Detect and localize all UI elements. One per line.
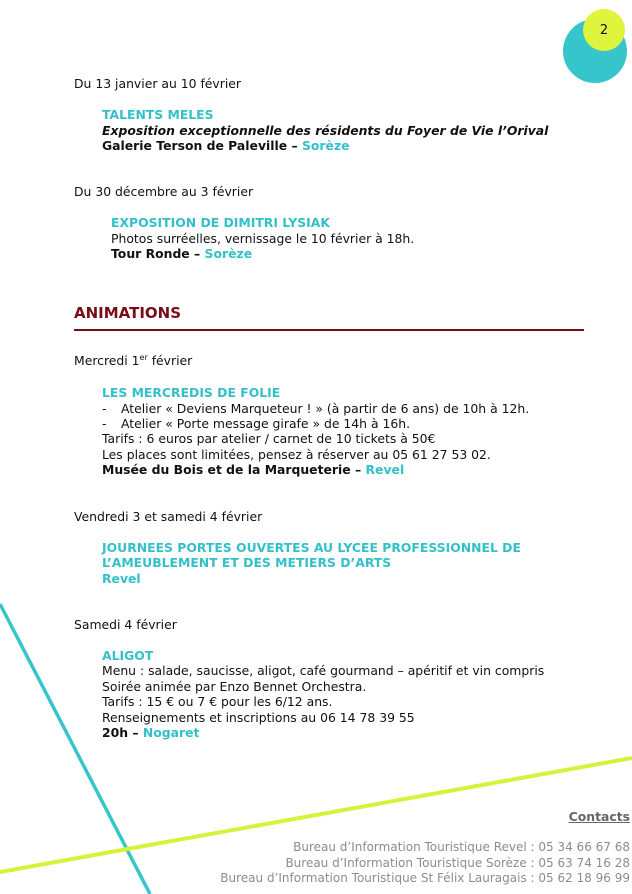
event-venue: 20h – bbox=[102, 725, 143, 740]
event-subtitle: Exposition exceptionnelle des résidents du Foyer de Vie l’Orival bbox=[102, 123, 549, 138]
section-rule bbox=[74, 329, 584, 331]
event-venue-line bbox=[102, 462, 404, 477]
event-info-line: Soirée animée par Enzo Bennet Orchestra. bbox=[102, 679, 367, 694]
page-number: 2 bbox=[583, 9, 625, 51]
event-date: Samedi 4 février bbox=[74, 617, 177, 632]
list-item-text: Atelier « Deviens Marqueteur ! » (à partir de 6 ans) de 10h à 12h. bbox=[121, 401, 530, 416]
section-title: ANIMATIONS bbox=[74, 304, 182, 322]
event-date: Du 13 janvier au 10 février bbox=[74, 76, 242, 91]
lime-diagonal-line bbox=[0, 758, 632, 872]
event-info-line: Les places sont limitées, pensez à réserver au 05 61 27 53 02. bbox=[102, 447, 491, 462]
event-title: ALIGOT bbox=[102, 648, 154, 663]
event-town: Sorèze bbox=[302, 138, 350, 153]
event-town: Revel bbox=[365, 462, 405, 477]
event-info-line: Menu : salade, saucisse, aligot, café gourmand – apéritif et vin compris bbox=[102, 663, 545, 678]
event-venue: Musée du Bois et de la Marqueterie – bbox=[102, 462, 366, 477]
event-date-prefix: Mercredi 1 bbox=[74, 353, 140, 369]
event-date-sup: er bbox=[139, 353, 148, 362]
contact-line: Bureau d’Information Touristique Sorèze : 05 63 74 16 28 bbox=[285, 856, 630, 870]
event-title: LES MERCREDIS DE FOLIE bbox=[102, 385, 281, 400]
list-dash: - bbox=[102, 416, 107, 431]
event-info-line: Tarifs : 15 € ou 7 € pour les 6/12 ans. bbox=[102, 694, 333, 709]
list-item-text: Atelier « Porte message girafe » de 14h à 16h. bbox=[121, 416, 411, 431]
event-info-line: Renseignements et inscriptions au 06 14 78 39 55 bbox=[102, 710, 415, 725]
contact-line: Bureau d’Information Touristique St Félix Lauragais : 05 62 18 96 99 bbox=[220, 871, 630, 885]
event-title: TALENTS MELES bbox=[102, 107, 214, 122]
event-town: Sorèze bbox=[204, 246, 253, 261]
event-venue: Galerie Terson de Paleville – bbox=[102, 138, 302, 153]
event-description: Photos surréelles, vernissage le 10 février à 18h. bbox=[111, 231, 415, 246]
contact-line: Bureau d’Information Touristique Revel : 05 34 66 67 68 bbox=[293, 840, 630, 854]
list-item bbox=[102, 401, 529, 416]
event-title: JOURNEES PORTES OUVERTES AU LYCEE PROFESSIONNEL DE bbox=[102, 540, 521, 555]
event-date-suffix: février bbox=[147, 353, 193, 369]
list-dash: - bbox=[102, 401, 107, 416]
event-venue-line bbox=[111, 246, 252, 261]
event-town: Revel bbox=[102, 571, 141, 586]
event-date bbox=[74, 353, 192, 368]
event-date: Vendredi 3 et samedi 4 février bbox=[74, 509, 263, 524]
event-venue: Tour Ronde – bbox=[111, 246, 205, 261]
event-town: Nogaret bbox=[142, 725, 200, 740]
event-venue-line bbox=[102, 138, 350, 153]
contacts-heading: Contacts bbox=[568, 809, 630, 824]
list-item bbox=[102, 416, 410, 431]
event-title: EXPOSITION DE DIMITRI LYSIAK bbox=[111, 215, 330, 230]
event-date: Du 30 décembre au 3 février bbox=[74, 184, 254, 199]
event-info-line: Tarifs : 6 euros par atelier / carnet de 10 tickets à 50€ bbox=[102, 431, 436, 446]
event-title: L’AMEUBLEMENT ET DES METIERS D’ARTS bbox=[102, 555, 392, 570]
event-venue-line bbox=[102, 725, 199, 740]
